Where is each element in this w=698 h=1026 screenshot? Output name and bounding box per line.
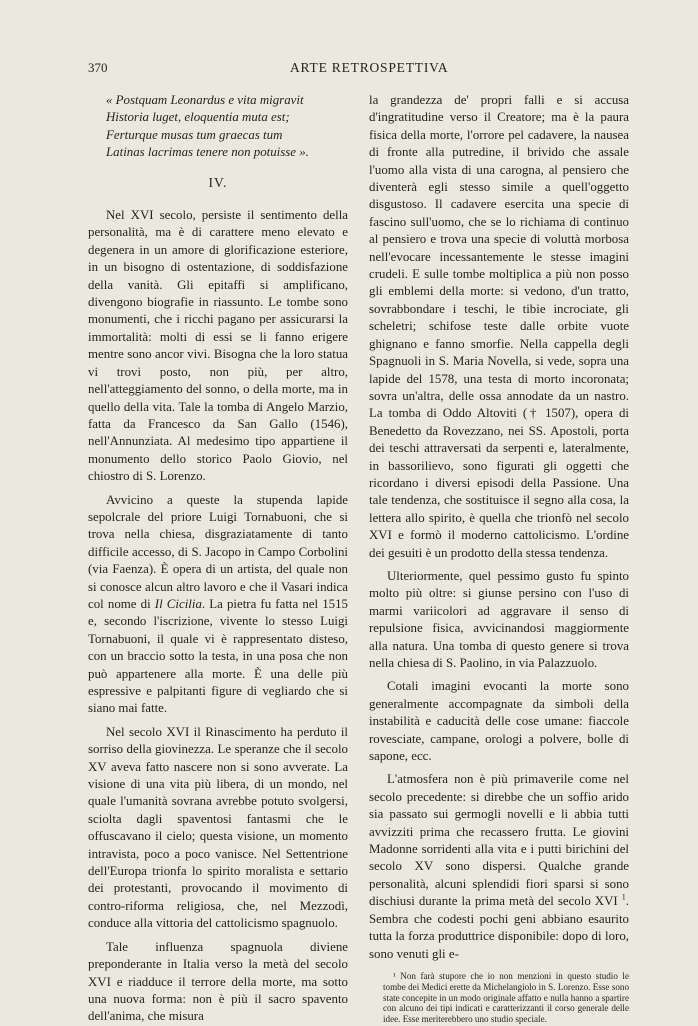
section-heading: IV. [208,174,228,190]
paragraph-text: . La pietra fu fatta nel 1515 e, secondo l'iscrizione, vivente lo stesso Luigi Tornabuoni, il quale vi è rappresentato disteso, con un braccio sotto la testa, in una posa che non può appartenere alla morte. È una delle più espressive e palpitanti figure di vegliardo che si siano mai fatte. [88,596,348,716]
paragraph-continuation: la grandezza de' propri falli e si accusa d'ingratitudine verso il Creatore; ma è la paura fisica della morte, l'orrore pel cadavere, la nausea di fronte alla putredine, il brivido che assale l'uomo alla vista di una carogna, al pensiero che diventerà egli stesso simile a quell'oggetto disgustoso. Il cadavere esercita una specie di fascino sull'uomo, che se lo richiama di continuo al pensiero e trova una specie di voluttà morbosa nell'evocare incessantemente le stesse imagini crudeli. E sulle tombe moltiplica a più non posso gli emblemi della morte: si vedono, d'un tratto, sovrabbondare i teschi, le tibie incrociate, gli scheletri; schifose teste dalle orbite vuote ghignano e fanno smorfie. Nella cappella degli Spagnuoli in S. Maria Novella, si vede, sopra una lapide del 1578, una testa di morto incoronata; sovra un'altra, delle ossa annodate da un nastro. La tomba di Oddo Altoviti († 1507), opera di Benedetto da Rovezzano, nei SS. Apostoli, porta dei teschi attraversati da serpenti e, lateralmente, in bassorilievo, sono figurati gli oggetti che ricordano i diversi episodi della Passione. Una tale tendenza, che sostituisce il segno alla cosa, la lettera allo spirito, è quella che trionfò nel secolo XVI e formò il moderno cattolicismo. L'ordine dei gesuiti è un prodotto della stessa tendenza. [369,93,629,560]
epitaph-line: « Postquam Leonardus e vita migravit [106,93,304,107]
footnote: ¹ Non farà stupore che io non menzioni in questo studio le tombe dei Medici erette da Michelangiolo in S. Lorenzo. Esse sono state concepite in un modo originale affatto e nulla hanno a spartire con alcuno dei tipi indicati e caratterizzanti il corso generale delle idee. Esse meriterebbero uno studio speciale. [383,970,629,1025]
paragraph-ulteriormente: Ulteriormente, quel pessimo gusto fu spinto molto più oltre: si giunse persino con l'uso di marmi variicolori ad aggravare il senso di repulsione fisica, avvicinandosi maggiormente alla natura. Una tomba di questo genere si trova nella chiesa di S. Paolino, in via Palazzuolo. [369,568,629,670]
page-number: 370 [88,60,108,75]
footnote-reference: 1 [621,892,626,902]
paragraph-tornabuoni [88,492,348,718]
paragraph-text: Avvicino a queste la stupenda lapide sepolcrale del priore Luigi Tornabuoni, che si trova nella chiesa, disgraziatamente di tanto difficile accesso, di S. Jacopo in Campo Corbolini (via Faenza). È opera di un artista, del quale non si conosce alcun altro lavoro e che il Vasari indica col nome di [88,492,348,611]
artist-name: Il Cicilia [154,596,202,611]
paragraph-xvi-century: Nel XVI secolo, persiste il sentimento della personalità, ma è di carattere meno elevato e degenera in un amore di glorificazione esteriore, in un bisogno di ostentazione, di soddisfazione della vanità. Gli epitaffi si amplificano, divengono biografie in riassunto. Le tombe sono monumenti, che i ricchi pagano per assicurarsi la immortalità: molti di essi se li fanno erigere mentre sono ancor vivi. Bisogna che la loro statua vi trovi posto, non più, per altro, nell'atteggiamento del sonno, o della morte, ma in quello della vita. Tale la tomba di Angelo Marzio, fatta da Francesco da San Gallo (1546), nell'Annunziata. Al medesimo tipo appartiene il monumento dello storico Paolo Giovio, nel chiostro di S. Lorenzo. [88,208,348,484]
paragraph-text: L'atmosfera non è più primaverile come nel secolo precedente: si direbbe che un soffio arido sia passato sui germogli novelli e li abbia tutti avvizziti prima che recassero frutta. Le giovini Madonne sorridenti alla vita e i putti birichini del secolo XV sono dispersi. Qualche grande personalità, alcuni splendidi fiori sparsi si sono dischiusi durante la prima metà del secolo XVI [369,772,629,909]
epitaph-line: Latinas lacrimas tenere non potuisse ». [106,145,309,160]
paragraph-text: . Sembra che codesti pochi geni abbiano esaurito tutta la forza produttrice disponibile: dopo di loro, sono venuti gli e- [369,894,629,961]
paragraph-cotali: Cotali imagini evocanti la morte sono generalmente accompagnate da simboli della instabilità e caducità delle cose umane: fiaccole rovesciate, campane, orologi a polvere, bolle di sapone, ecc. [369,679,629,764]
paragraph-spanish-influence: Tale influenza spagnuola diviene preponderante in Italia verso la metà del secolo XVI e riadduce il terrore della morte, ma sotto una nuova forma: non è più il sacro spavento dell'anima, che misura [88,939,348,1024]
epitaph-line: Historia luget, eloquentia muta est; [106,110,290,125]
left-column [88,92,348,1026]
paragraph-atmosfera [369,771,629,962]
epitaph-line: Ferturque musas tum graecas tum [106,127,283,142]
right-column [369,92,629,1025]
latin-epitaph [106,92,348,162]
running-title: ARTE RETROSPETTIVA [290,60,449,75]
paragraph-rinascimento: Nel secolo XVI il Rinascimento ha perduto il sorriso della giovinezza. Le speranze che il secolo XV aveva fatto nascere non si sono avverate. La visione di una vita più libera, di un mondo, nel quale l'umanità sovrana avrebbe potuto svolgersi, sciolta dagli spaventosi fantasmi che le offuscavano il cielo; questa visione, un momento intravista, poco a poco vanisce. Nel Settentrione dell'Europa trionfa lo spirito moralista e settario dei protestanti, provocando il movimento di contro-riforma religiosa, che, nel Mezzodì, conduce alla vittoria del cattolicismo spagnuolo. [88,724,348,931]
footnotes [369,971,629,1025]
